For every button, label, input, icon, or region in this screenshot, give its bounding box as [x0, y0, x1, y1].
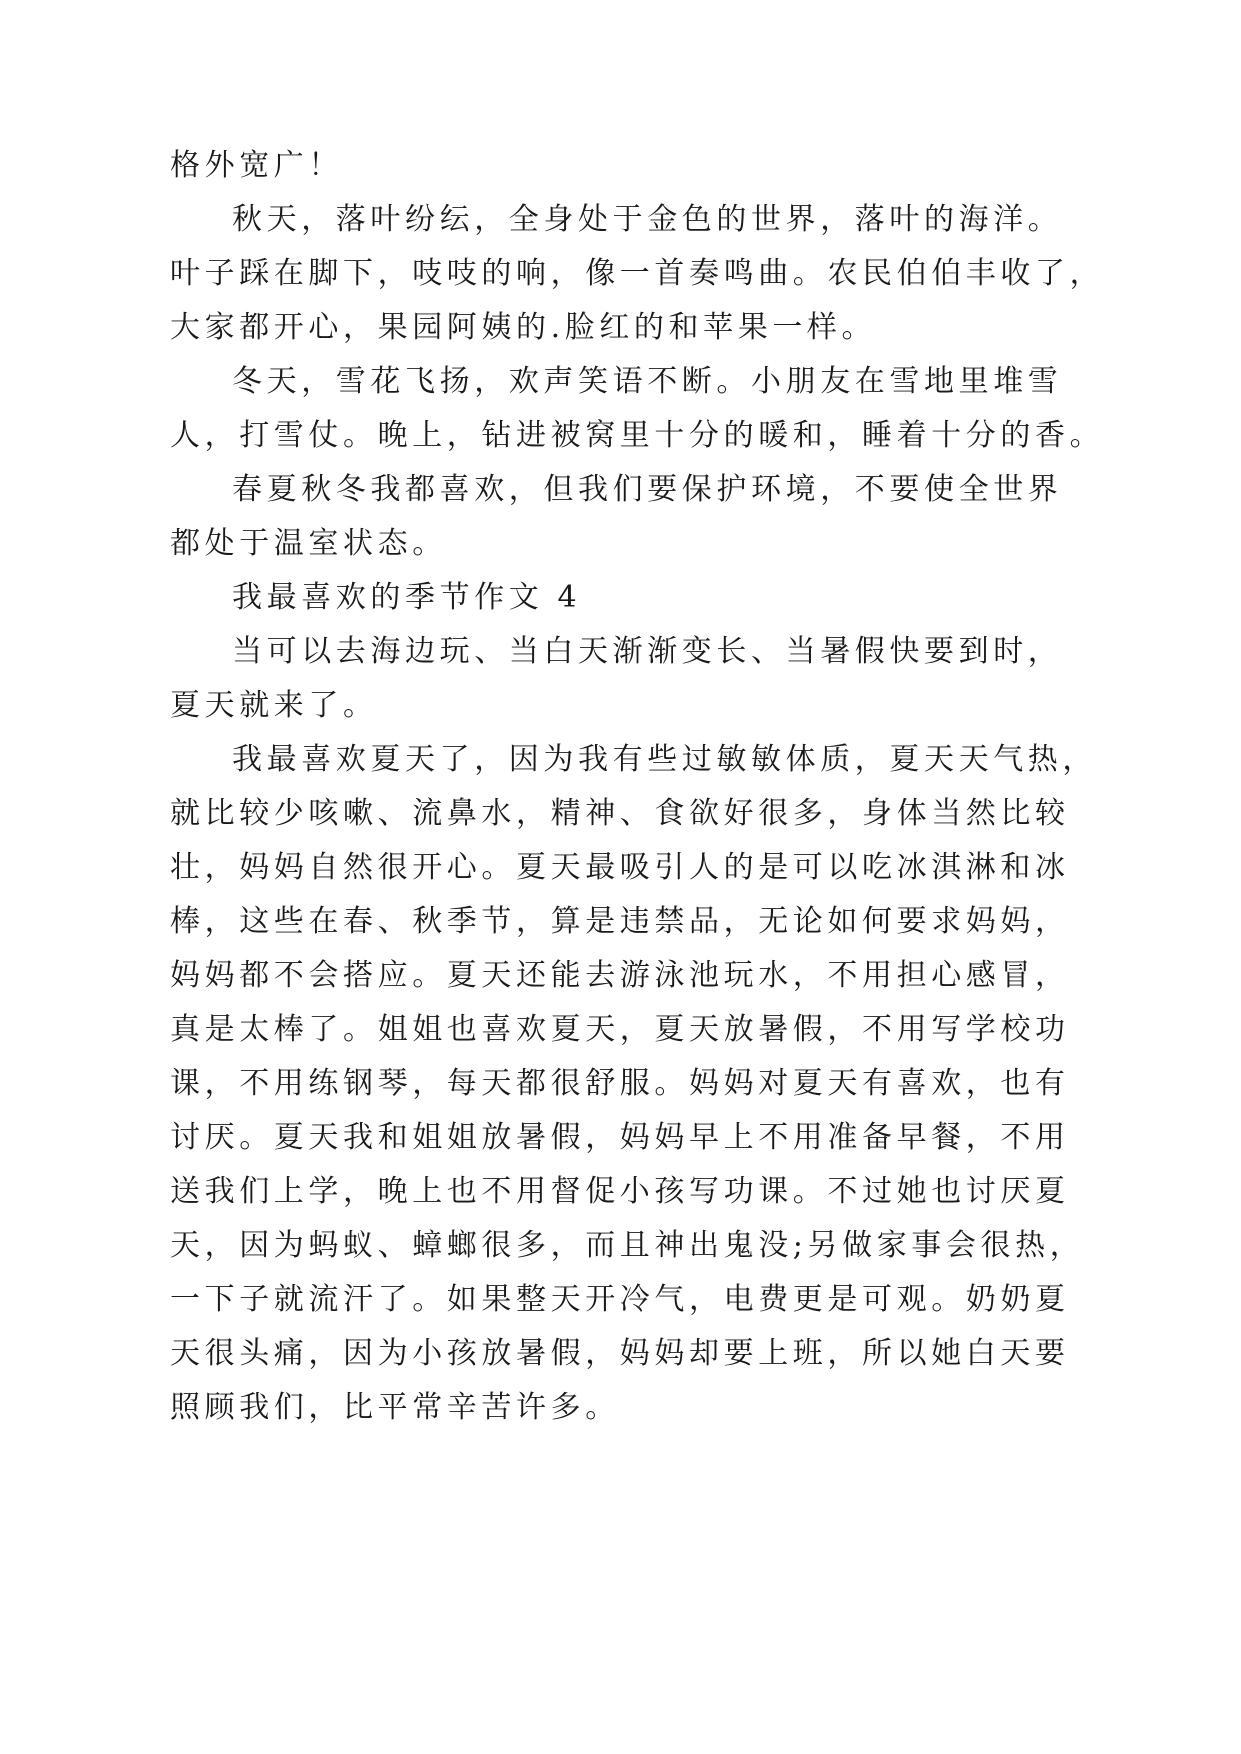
text-line: 秋天，落叶纷纭，全身处于金色的世界，落叶的海洋。: [232, 202, 1063, 237]
text-line: 送我们上学，晚上也不用督促小孩写功课。不过她也讨厌夏: [170, 1174, 1070, 1209]
text-line: 照顾我们，比平常辛苦许多。: [170, 1390, 620, 1425]
text-line: 大家都开心，果园阿姨的.脸红的和苹果一样。: [170, 310, 877, 345]
text-line: 课，不用练钢琴，每天都很舒服。妈妈对夏天有喜欢，也有: [170, 1066, 1070, 1101]
text-line: 人，打雪仗。晚上，钻进被窝里十分的暖和，睡着十分的香。: [170, 418, 1105, 453]
text-line: 春夏秋冬我都喜欢，但我们要保护环境，不要使全世界: [232, 472, 1063, 507]
text-line: 冬天，雪花飞扬，欢声笑语不断。小朋友在雪地里堆雪: [232, 364, 1063, 399]
text-line: 当可以去海边玩、当白天渐渐变长、当暑假快要到时，: [232, 634, 1063, 669]
section-heading: 我最喜欢的季节作文 4: [232, 580, 582, 615]
text-line: 叶子踩在脚下，吱吱的响，像一首奏鸣曲。农民伯伯丰收了，: [170, 256, 1105, 291]
text-line: 一下子就流汗了。如果整天开冷气，电费更是可观。奶奶夏: [170, 1282, 1070, 1317]
text-line: 天很头痛，因为小孩放暑假，妈妈却要上班，所以她白天要: [170, 1336, 1070, 1371]
text-line: 天，因为蚂蚁、蟑螂很多，而且神出鬼没;另做家事会很热，: [170, 1228, 1085, 1263]
text-line: 讨厌。夏天我和姐姐放暑假，妈妈早上不用准备早餐，不用: [170, 1120, 1070, 1155]
text-line: 就比较少咳嗽、流鼻水，精神、食欲好很多，身体当然比较: [170, 796, 1070, 831]
text-line: 棒，这些在春、秋季节，算是违禁品，无论如何要求妈妈，: [170, 904, 1070, 939]
text-line: 壮，妈妈自然很开心。夏天最吸引人的是可以吃冰淇淋和冰: [170, 850, 1070, 885]
text-line: 真是太棒了。姐姐也喜欢夏天，夏天放暑假，不用写学校功: [170, 1012, 1070, 1047]
text-line: 夏天就来了。: [170, 688, 378, 723]
text-line: 格外宽广！: [170, 148, 343, 183]
text-line: 都处于温室状态。: [170, 526, 447, 561]
text-line: 我最喜欢夏天了，因为我有些过敏敏体质，夏天天气热，: [232, 742, 1097, 777]
text-line: 妈妈都不会搭应。夏天还能去游泳池玩水，不用担心感冒，: [170, 958, 1070, 993]
